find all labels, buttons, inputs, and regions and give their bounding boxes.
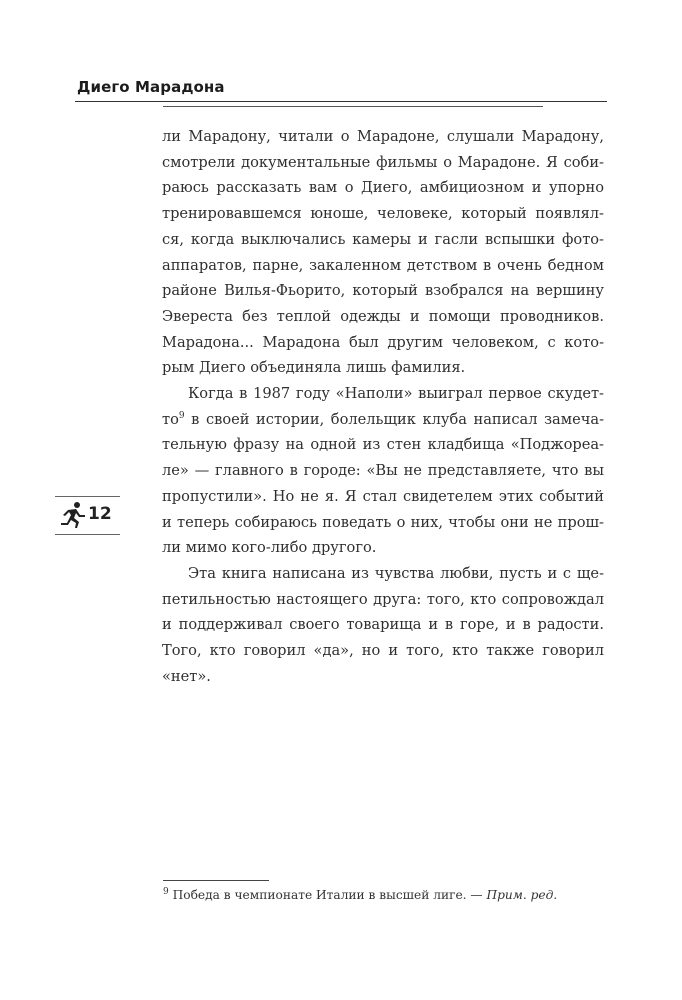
footnote — [163, 887, 603, 903]
footnote-rule — [163, 880, 269, 881]
header-rule — [75, 101, 607, 102]
paragraph-3 — [162, 561, 604, 690]
text-line: «нет». — [162, 667, 211, 685]
body-text — [162, 124, 604, 689]
text-fragment: в своей истории, болельщик клуба написал замеча- — [184, 410, 604, 428]
text-line: районе Вилья-Фьорито, который взобрался на вершину — [162, 282, 604, 300]
text-line: и теперь собираюсь поведать о них, чтобы они не прош- — [162, 513, 604, 531]
footnote-mark: 9 — [163, 886, 169, 897]
paragraph-1 — [162, 124, 604, 381]
footnote-ref[interactable]: 9 — [178, 410, 185, 421]
text-line: ся, когда выключались камеры и гасли вспышки фото- — [162, 230, 604, 248]
text-line: Когда в 1987 году «Наполи» выиграл первое скудет- — [188, 385, 604, 403]
footnote-text: Победа в чемпионате Италии в высшей лиге. — — [168, 888, 487, 902]
footnote-editor-note: Прим. ред. — [486, 888, 558, 902]
text-line: Марадона... Марадона был другим человеком, с кото- — [162, 333, 604, 351]
footnote-ref-word: то — [162, 410, 179, 428]
text-line: ле» — главного в городе: «Вы не представляете, что вы — [162, 462, 604, 480]
text-line: петильностью настоящего друга: того, кто сопровождал — [162, 590, 604, 608]
running-header-title: Диего Марадона — [77, 78, 225, 96]
text-line: пропустили». Но не я. Я стал свидетелем этих событий — [162, 487, 604, 505]
header-subrule — [163, 106, 543, 107]
text-line-with-footnote — [162, 407, 604, 433]
page-number: 12 — [88, 504, 112, 524]
text-line: аппаратов, парне, закаленном детством в очень бедном — [162, 256, 604, 274]
text-line: рым Диего объединяла лишь фамилия. — [162, 359, 466, 377]
text-line: и поддерживал своего товарища и в горе, и в радости. — [162, 616, 604, 634]
text-line: тельную фразу на одной из стен кладбища «Поджореа- — [162, 436, 604, 454]
text-line: Эвереста без теплой одежды и помощи проводников. — [162, 307, 604, 325]
text-line: ли Марадону, читали о Марадоне, слушали Марадону, — [162, 128, 604, 145]
text-line: Эта книга написана из чувства любви, пусть и с ще- — [188, 564, 604, 582]
folio-rule-bottom — [55, 534, 120, 535]
text-line: ли мимо кого-либо другого. — [162, 539, 377, 557]
paragraph-2 — [162, 381, 604, 561]
folio-rule-top — [55, 496, 120, 497]
text-line: тренировавшемся юноше, человеке, который появлял- — [162, 205, 604, 223]
page-folio — [55, 496, 120, 536]
text-line: смотрели документальные фильмы о Марадоне. Я соби- — [162, 153, 604, 171]
runner-icon — [58, 501, 88, 529]
text-line: Того, кто говорил «да», но и того, кто также говорил — [162, 642, 604, 660]
text-line: раюсь рассказать вам о Диего, амбициозном и упорно — [162, 179, 604, 197]
